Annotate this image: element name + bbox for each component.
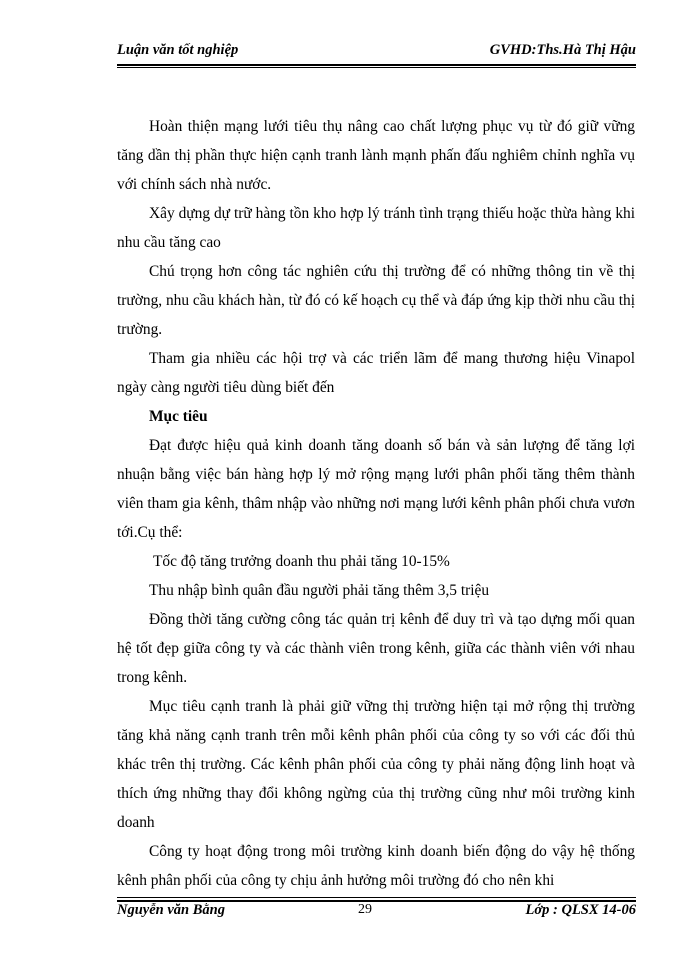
body-text xyxy=(117,112,635,895)
paragraph-environment: Công ty hoạt động trong môi trường kinh doanh biến động do vậy hệ thống kênh phân phối của công ty chịu ảnh hưởng môi trường đó cho nên khi xyxy=(117,843,635,889)
paragraph-trade-fairs: Tham gia nhiều các hội trợ và các triển lãm để mang thương hiệu Vinapol ngày càng người tiêu dùng biết đến xyxy=(117,350,635,396)
page-header xyxy=(117,42,636,66)
footer-class: Lớp : QLSX 14-06 xyxy=(525,902,636,918)
section-heading-objectives: Mục tiêu xyxy=(149,408,208,425)
paragraph-distribution-network: Hoàn thiện mạng lưới tiêu thụ nâng cao chất lượng phục vụ từ đó giữ vững tăng dần thị phần thực hiện cạnh tranh lành mạnh phấn đấu nghiêm chỉnh nghĩa vụ với chính sách nhà nước. xyxy=(117,118,635,193)
paragraph-market-research: Chú trọng hơn công tác nghiên cứu thị trường để có những thông tin về thị trường, nhu cầu khách hàn, từ đó có kế hoạch cụ thể và đáp ứng kịp thời nhu cầu thị trường. xyxy=(117,263,635,338)
header-thesis-title: Luận văn tốt nghiệp xyxy=(117,42,239,58)
paragraph-competition: Mục tiêu cạnh tranh là phải giữ vững thị trường hiện tại mở rộng thị trường tăng khả năng cạnh tranh trên mỗi kênh phân phối của công ty so với các đối thủ khác trên thị trường. Các kênh phân phối của công ty phải năng động linh hoạt và thích ứng những thay đổi không ngừng của thị trường cũng như môi trường kinh doanh xyxy=(117,698,635,831)
paragraph-inventory: Xây dựng dự trữ hàng tồn kho hợp lý tránh tình trạng thiếu hoặc thừa hàng khi nhu cầu tăng cao xyxy=(117,205,635,251)
header-divider-thin xyxy=(117,67,636,68)
paragraph-business-efficiency: Đạt được hiệu quả kinh doanh tăng doanh số bán và sản lượng để tăng lợi nhuận bằng việc bán hàng hợp lý mở rộng mạng lưới phân phối tăng thêm thành viên tham gia kênh, thâm nhập vào những nơi mạng lưới kênh phân phối chưa vươn tới.Cụ thể: xyxy=(117,437,635,541)
header-supervisor: GVHD:Ths.Hà Thị Hậu xyxy=(489,42,636,58)
page-footer xyxy=(117,902,636,924)
footer-divider-thin xyxy=(117,897,636,898)
paragraph-revenue-growth: Tốc độ tăng trưởng doanh thu phải tăng 10-15% xyxy=(153,553,450,570)
page-number: 29 xyxy=(358,902,372,917)
header-divider xyxy=(117,64,636,66)
paragraph-channel-management: Đồng thời tăng cường công tác quản trị kênh để duy trì và tạo dựng mối quan hệ tốt đẹp giữa công ty và các thành viên trong kênh, giữa các thành viên với nhau trong kênh. xyxy=(117,611,635,686)
footer-author: Nguyễn văn Bằng xyxy=(117,902,225,918)
paragraph-income: Thu nhập bình quân đầu người phải tăng thêm 3,5 triệu xyxy=(149,582,490,599)
